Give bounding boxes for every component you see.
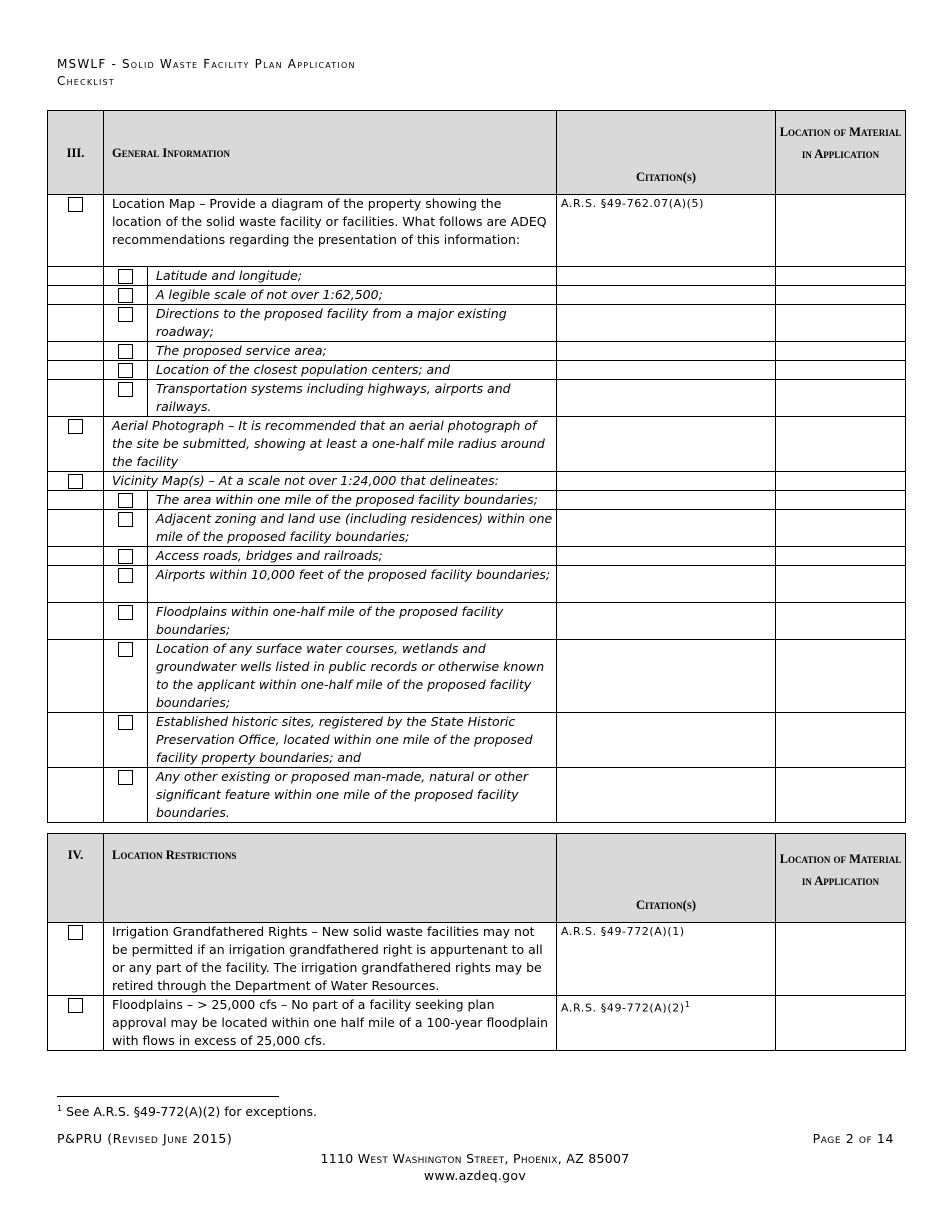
material-cell[interactable] [776, 713, 906, 768]
footnote-divider [57, 1096, 279, 1097]
surface-water-checkbox[interactable] [118, 642, 133, 657]
material-cell[interactable] [776, 380, 906, 417]
list-item [48, 768, 906, 823]
scale-text: A legible scale of not over 1:62,500; [148, 286, 557, 305]
footnote [57, 1104, 317, 1119]
other-features-checkbox[interactable] [118, 770, 133, 785]
section-3-header-row [48, 111, 906, 195]
footer-contact [0, 1150, 950, 1184]
section-3-location-header: Location of Material in Application [776, 111, 906, 195]
service-area-checkbox[interactable] [118, 344, 133, 359]
location-map-row [48, 195, 906, 267]
material-cell[interactable] [776, 603, 906, 640]
material-cell[interactable] [776, 566, 906, 603]
material-cell[interactable] [776, 491, 906, 510]
list-item [48, 510, 906, 547]
footer-page-number: Page 2 of 14 [812, 1131, 894, 1146]
vicinity-map-row [48, 472, 906, 491]
footnote-mark: 1 [57, 1104, 63, 1113]
directions-text: Directions to the proposed facility from a major existing roadway; [148, 305, 557, 342]
floodplains-footnote-ref[interactable]: 1 [684, 1000, 691, 1009]
list-item [48, 566, 906, 603]
material-cell[interactable] [776, 640, 906, 713]
section-4-numeral: IV. [48, 834, 104, 923]
floodplains-citation: A.R.S. §49-772(A)(2) [561, 1001, 685, 1015]
location-map-text: Location Map – Provide a diagram of the property showing the location of the solid waste facility or facilities. What follows are ADEQ recommendations regarding the presentation of this information: [104, 195, 557, 267]
list-item [48, 603, 906, 640]
list-item [48, 491, 906, 510]
population-centers-text: Location of the closest population centers; and [148, 361, 557, 380]
area-one-mile-checkbox[interactable] [118, 493, 133, 508]
footer-address: 1110 West Washington Street, Phoenix, AZ 85007 [320, 1151, 630, 1166]
aerial-photo-text: Aerial Photograph – It is recommended that an aerial photograph of the site be submitted, showing at least a one-half mile radius around the facility [104, 417, 557, 472]
list-item [48, 305, 906, 342]
material-cell[interactable] [776, 472, 906, 491]
irrigation-checkbox[interactable] [68, 925, 83, 940]
location-map-checkbox[interactable] [68, 197, 83, 212]
service-area-text: The proposed service area; [148, 342, 557, 361]
list-item [48, 286, 906, 305]
list-item [48, 713, 906, 768]
floodplains-half-mile-checkbox[interactable] [118, 605, 133, 620]
airports-checkbox[interactable] [118, 568, 133, 583]
list-item [48, 380, 906, 417]
aerial-photo-checkbox[interactable] [68, 419, 83, 434]
material-cell[interactable] [776, 342, 906, 361]
header-title: MSWLF - Solid Waste Facility Plan Application [57, 57, 356, 71]
list-item [48, 640, 906, 713]
directions-checkbox[interactable] [118, 307, 133, 322]
section-4-title: Location Restrictions [104, 834, 557, 923]
footer-revision: P&PRU (Revised June 2015) [57, 1131, 233, 1146]
floodplains-citation-cell [557, 996, 776, 1051]
list-item [48, 267, 906, 286]
section-3-table [47, 110, 906, 823]
list-item [48, 547, 906, 566]
vicinity-map-text: Vicinity Map(s) – At a scale not over 1:24,000 that delineates: [104, 472, 557, 491]
other-features-text: Any other existing or proposed man-made, natural or other significant feature within one mile of the proposed facility boundaries. [148, 768, 557, 823]
section-3-citation-header: Citation(s) [557, 111, 776, 195]
location-map-citation: A.R.S. §49-762.07(A)(5) [557, 195, 776, 267]
transportation-checkbox[interactable] [118, 382, 133, 397]
material-cell[interactable] [776, 996, 906, 1051]
location-map-material-cell[interactable] [776, 195, 906, 267]
section-4-location-header: Location of Material in Application [776, 834, 906, 923]
irrigation-row [48, 923, 906, 996]
access-roads-text: Access roads, bridges and railroads; [148, 547, 557, 566]
zoning-text: Adjacent zoning and land use (including residences) within one mile of the proposed facility boundaries; [148, 510, 557, 547]
airports-text: Airports within 10,000 feet of the proposed facility boundaries; [148, 566, 557, 603]
material-cell[interactable] [776, 768, 906, 823]
footer-website[interactable]: www.azdeq.gov [423, 1168, 527, 1183]
area-one-mile-text: The area within one mile of the proposed facility boundaries; [148, 491, 557, 510]
irrigation-citation: A.R.S. §49-772(A)(1) [557, 923, 776, 996]
floodplains-row [48, 996, 906, 1051]
latitude-text: Latitude and longitude; [148, 267, 557, 286]
material-cell[interactable] [776, 510, 906, 547]
access-roads-checkbox[interactable] [118, 549, 133, 564]
section-3-numeral: III. [48, 111, 104, 195]
list-item [48, 361, 906, 380]
material-cell[interactable] [776, 286, 906, 305]
list-item [48, 342, 906, 361]
material-cell[interactable] [776, 267, 906, 286]
transportation-text: Transportation systems including highways, airports and railways. [148, 380, 557, 417]
aerial-photo-row [48, 417, 906, 472]
irrigation-text: Irrigation Grandfathered Rights – New solid waste facilities may not be permitted if an irrigation grandfathered right is appurtenant to all or any part of the facility. The irrigation grandfathered rights may be retired through the Department of Water Resources. [104, 923, 557, 996]
material-cell[interactable] [776, 305, 906, 342]
surface-water-text: Location of any surface water courses, wetlands and groundwater wells listed in public records or otherwise known to the applicant within one-half mile of the proposed facility boundaries; [148, 640, 557, 713]
footnote-text: See A.R.S. §49-772(A)(2) for exceptions. [66, 1104, 318, 1120]
zoning-checkbox[interactable] [118, 512, 133, 527]
header-subtitle: Checklist [57, 74, 115, 88]
floodplains-half-mile-text: Floodplains within one-half mile of the proposed facility boundaries; [148, 603, 557, 640]
latitude-checkbox[interactable] [118, 269, 133, 284]
scale-checkbox[interactable] [118, 288, 133, 303]
material-cell[interactable] [776, 547, 906, 566]
document-header [57, 56, 356, 90]
vicinity-map-checkbox[interactable] [68, 474, 83, 489]
section-4-table [47, 833, 906, 1051]
section-3-title: General Information [104, 111, 557, 195]
historic-sites-checkbox[interactable] [118, 715, 133, 730]
location-map-checkbox-cell [48, 195, 104, 267]
population-centers-checkbox[interactable] [118, 363, 133, 378]
section-4-header-row [48, 834, 906, 923]
section-4-citation-header: Citation(s) [557, 834, 776, 923]
material-cell[interactable] [776, 923, 906, 996]
floodplains-checkbox[interactable] [68, 998, 83, 1013]
material-cell[interactable] [776, 361, 906, 380]
material-cell[interactable] [776, 417, 906, 472]
historic-sites-text: Established historic sites, registered by the State Historic Preservation Office, located within one mile of the proposed facility property boundaries; and [148, 713, 557, 768]
floodplains-text: Floodplains – > 25,000 cfs – No part of a facility seeking plan approval may be located within one half mile of a 100-year floodplain with flows in excess of 25,000 cfs. [104, 996, 557, 1051]
